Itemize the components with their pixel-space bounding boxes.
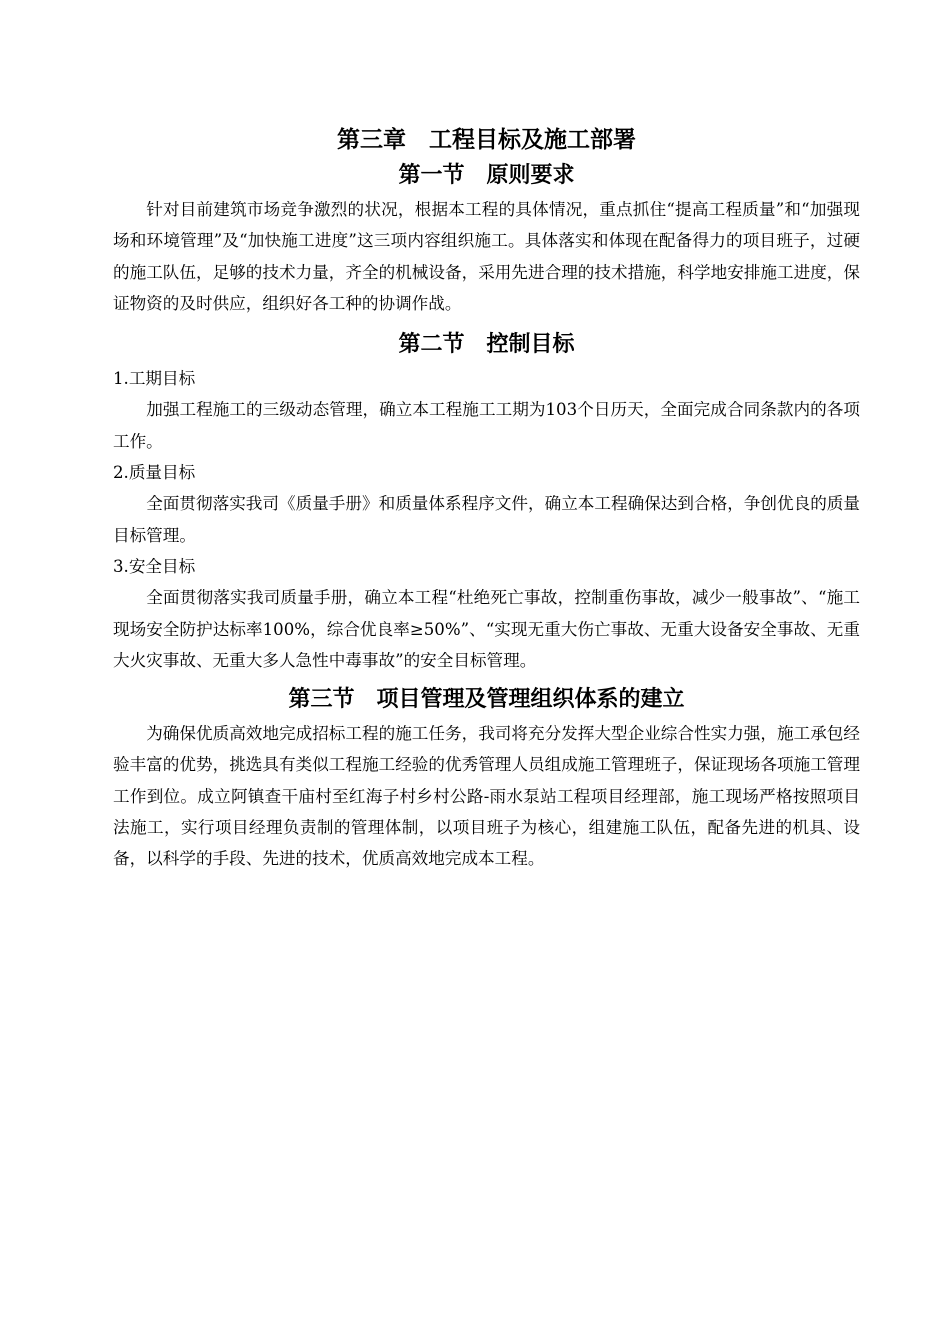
section-3-paragraph: 为确保优质高效地完成招标工程的施工任务，我司将充分发挥大型企业综合性实力强，施工承包经验丰富的优势，挑选具有类似工程施工经验的优秀管理人员组成施工管理班子，保证现场各项施工管理工作到位。成立阿镇查干庙村至红海子村乡村公路-雨水泵站工程项目经理部，施工现场严格按照项目法施工，实行项目经理负责制的管理体制，以项目班子为核心，组建施工队伍，配备先进的机具、设备，以科学的手段、先进的技术，优质高效地完成本工程。 — [113, 724, 860, 869]
safety-goal-heading: 3.安全目标 — [113, 556, 196, 576]
document-page — [113, 122, 860, 875]
section-2-title: 第二节 控制目标 — [398, 332, 575, 358]
section-1-paragraph: 针对目前建筑市场竞争激烈的状况，根据本工程的具体情况，重点抓住“提高工程质量”和“加强现场和环境管理”及“加快施工进度”这三项内容组织施工。具体落实和体现在配备得力的项目班子，过硬的施工队伍，足够的技术力量，齐全的机械设备，采用先进合理的技术措施，科学地安排施工进度，保证物资的及时供应，组织好各工种的协调作战。 — [113, 200, 860, 313]
chapter-title: 第三章 工程目标及施工部署 — [337, 127, 636, 153]
schedule-goal-heading: 1.工期目标 — [113, 369, 196, 389]
section-1-title: 第一节 原则要求 — [398, 163, 575, 188]
safety-goal-paragraph: 全面贯彻落实我司质量手册，确立本工程“杜绝死亡事故，控制重伤事故，减少一般事故”、“施工现场安全防护达标率100%，综合优良率≥50%”、“实现无重大伤亡事故、无重大设备安全事故、无重大火灾事故、无重大多人急性中毒事故”的安全目标管理。 — [113, 588, 860, 670]
schedule-goal-paragraph: 加强工程施工的三级动态管理，确立本工程施工工期为103个日历天，全面完成合同条款内的各项工作。 — [113, 400, 860, 451]
quality-goal-heading: 2.质量目标 — [113, 463, 196, 483]
section-3-title: 第三节 项目管理及管理组织体系的建立 — [288, 687, 685, 713]
quality-goal-paragraph: 全面贯彻落实我司《质量手册》和质量体系程序文件，确立本工程确保达到合格，争创优良的质量目标管理。 — [113, 494, 860, 545]
